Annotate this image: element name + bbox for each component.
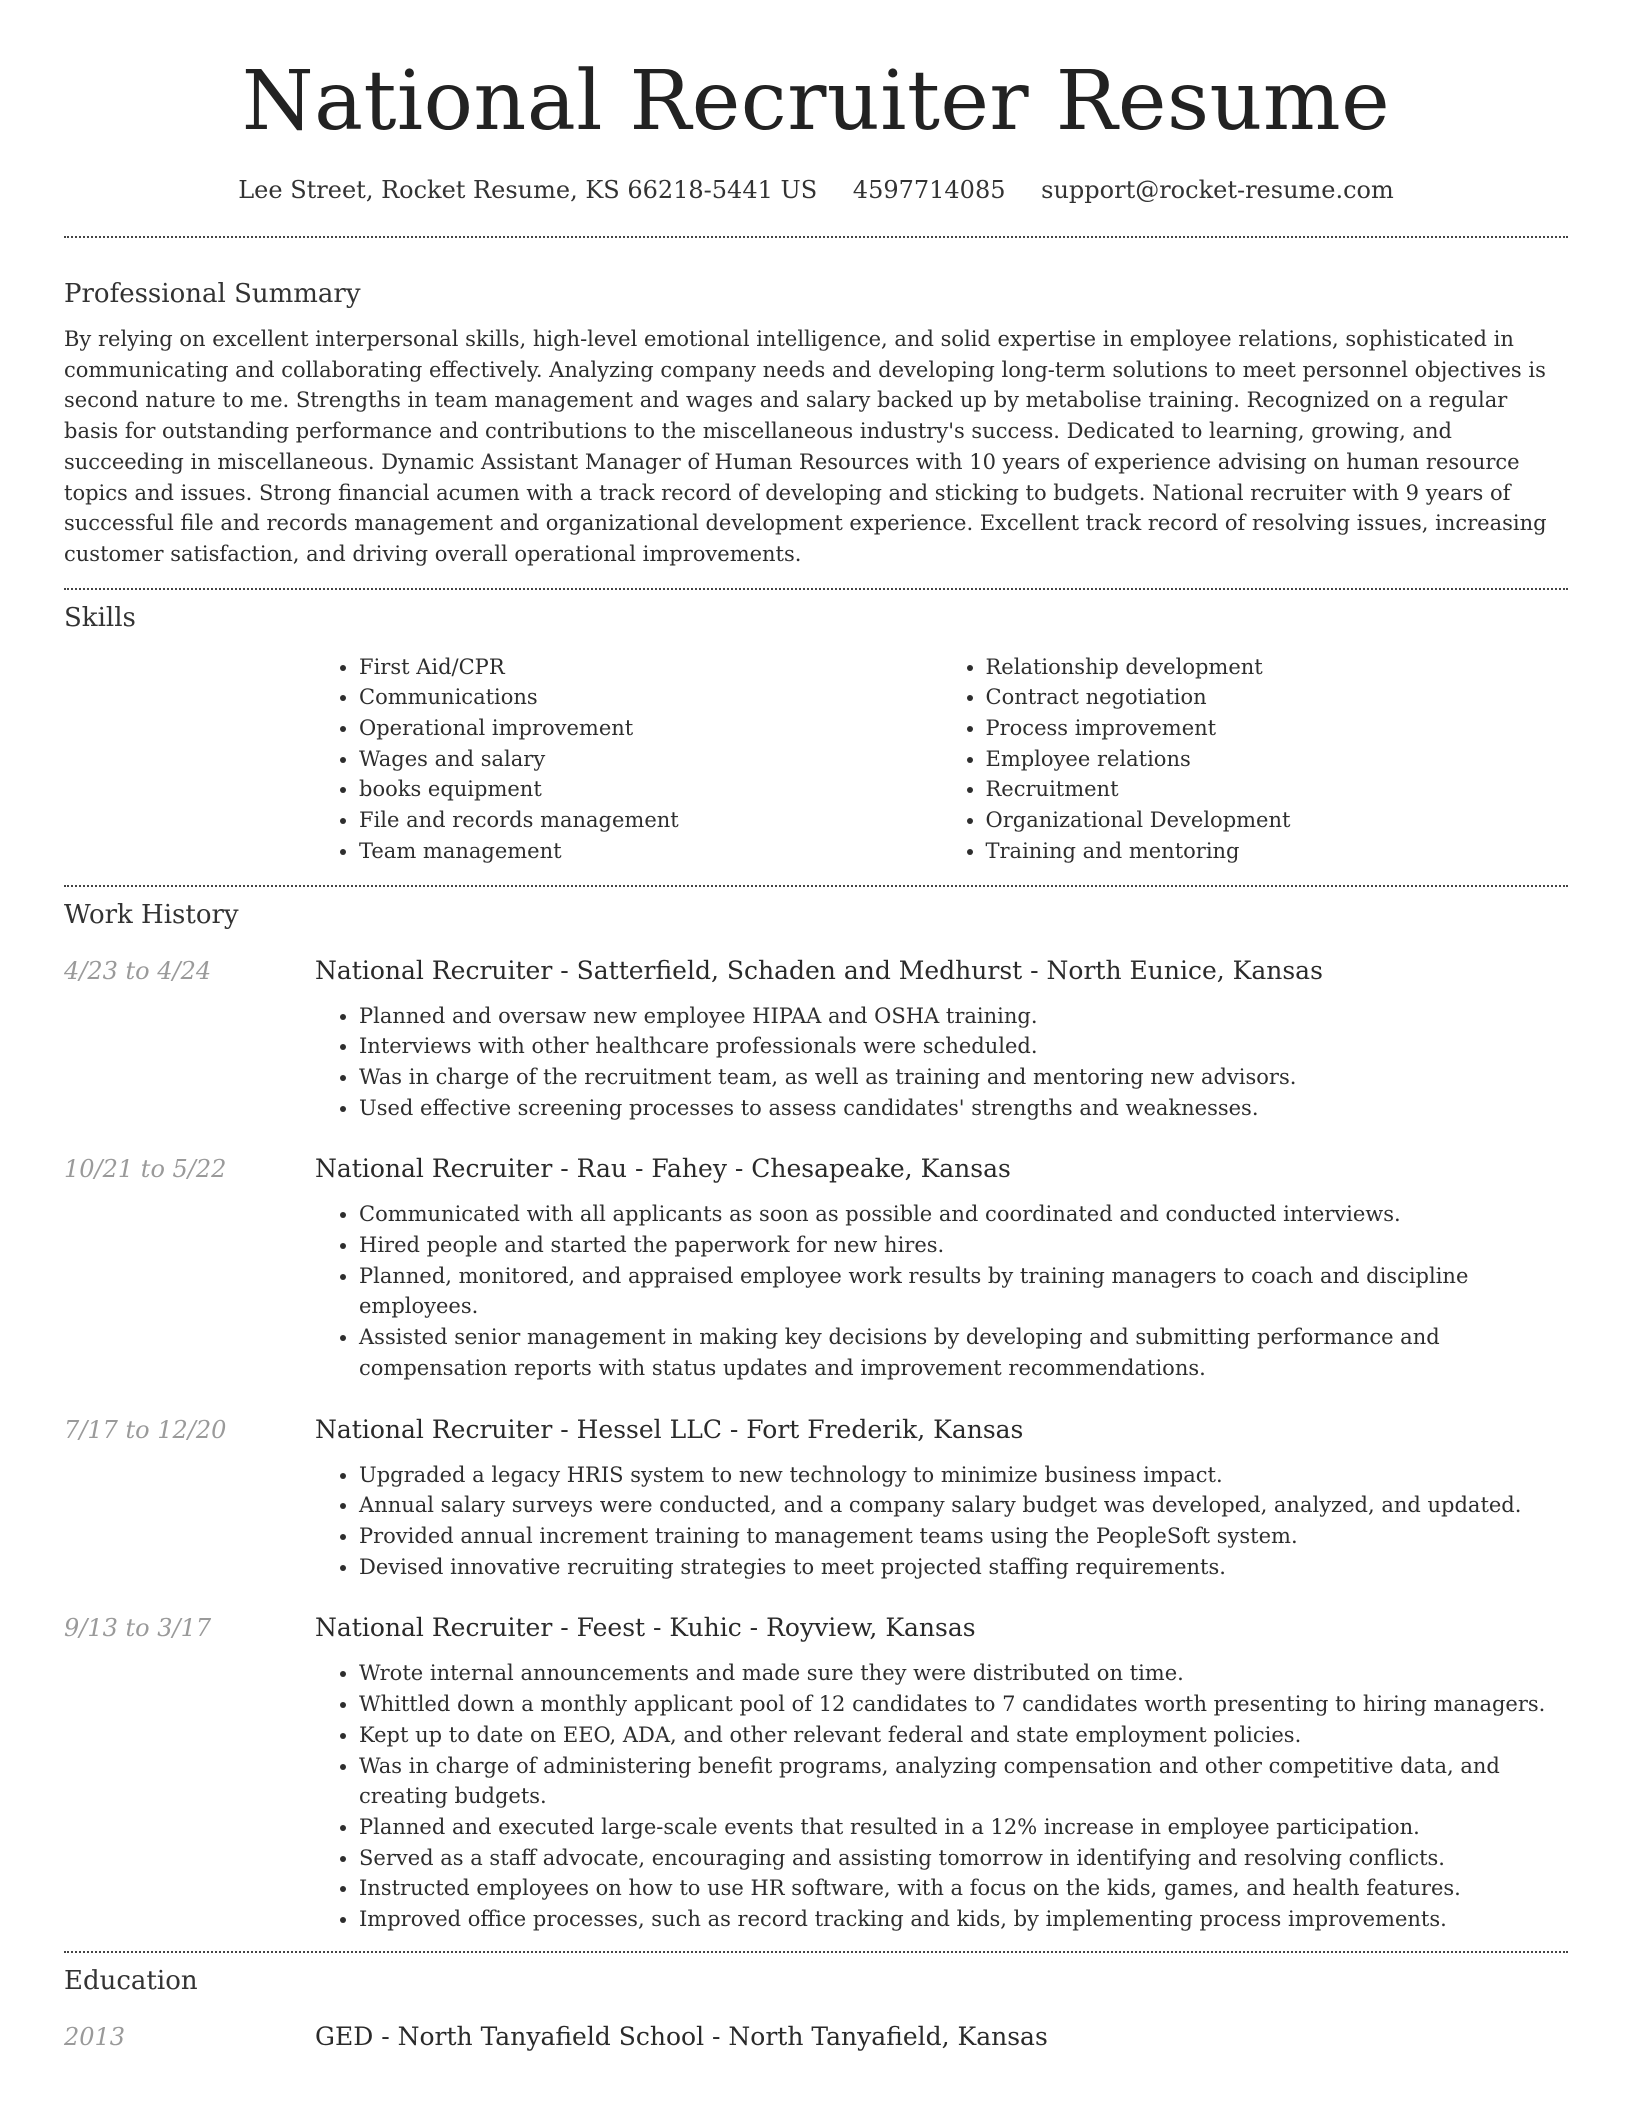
job-bullet: • Planned, monitored, and appraised employee work results by training managers to coach and discipline employees. — [359, 1261, 1568, 1322]
education-section — [64, 1963, 1568, 2053]
skills-list-left — [315, 652, 942, 867]
education-entry — [64, 2021, 1568, 2053]
job-title: National Recruiter - Feest - Kuhic - Royview, Kansas — [315, 1613, 976, 1643]
job-bullet: • Devised innovative recruiting strategies to meet projected staffing requirements. — [359, 1552, 1568, 1583]
job-entry — [64, 1414, 1568, 1583]
job-bullets — [315, 1658, 1568, 1934]
job-bullet: • Used effective screening processes to assess candidates' strengths and weaknesses. — [359, 1093, 1568, 1124]
skill-item: • Contract negotiation — [986, 682, 1569, 713]
contact-email: support@rocket-resume.com — [1041, 176, 1394, 204]
job-bullet: • Annual salary surveys were conducted, and a company salary budget was developed, analyzed, and updated. — [359, 1490, 1568, 1521]
job-bullets — [315, 1199, 1568, 1383]
job-bullets — [315, 1001, 1568, 1124]
resume-page — [64, 0, 1568, 2053]
job-bullet: • Upgraded a legacy HRIS system to new technology to minimize business impact. — [359, 1460, 1568, 1491]
job-bullet: • Assisted senior management in making key decisions by developing and submitting performance and compensation reports with status updates and improvement recommendations. — [359, 1322, 1568, 1383]
job-list — [64, 955, 1568, 1935]
work-heading: Work History — [64, 899, 239, 930]
job-details — [315, 1414, 1568, 1583]
job-bullet: • Whittled down a monthly applicant pool of 12 candidates to 7 candidates worth presenting to hiring managers. — [359, 1689, 1568, 1720]
education-details — [315, 2021, 1568, 2053]
job-bullet: • Kept up to date on EEO, ADA, and other relevant federal and state employment policies. — [359, 1720, 1568, 1751]
summary-heading: Professional Summary — [64, 279, 361, 309]
job-bullet: • Planned and oversaw new employee HIPAA and OSHA training. — [359, 1001, 1568, 1032]
contact-phone: 4597714085 — [852, 176, 1006, 204]
job-title: National Recruiter - Satterfield, Schaden and Medhurst - North Eunice, Kansas — [315, 955, 1323, 985]
skill-item: • books equipment — [359, 774, 942, 805]
job-bullets — [315, 1460, 1568, 1583]
job-bullet: • Interviews with other healthcare professionals were scheduled. — [359, 1031, 1568, 1062]
job-entry — [64, 955, 1568, 1124]
skills-section — [64, 600, 1568, 867]
skill-item: • Operational improvement — [359, 713, 942, 744]
job-bullet: • Served as a staff advocate, encouraging and assisting tomorrow in identifying and resolving conflicts. — [359, 1843, 1568, 1874]
skill-item: • Recruitment — [986, 774, 1569, 805]
job-bullet: • Hired people and started the paperwork for new hires. — [359, 1230, 1568, 1261]
skill-item: • Wages and salary — [359, 744, 942, 775]
skill-item: • Employee relations — [986, 744, 1569, 775]
job-details — [315, 955, 1568, 1124]
skill-item: • Training and mentoring — [986, 836, 1569, 867]
skill-item: • Organizational Development — [986, 805, 1569, 836]
job-bullet: • Communicated with all applicants as soon as possible and coordinated and conducted interviews. — [359, 1199, 1568, 1230]
job-bullet: • Provided annual increment training to management teams using the PeopleSoft system. — [359, 1521, 1568, 1552]
skills-list-right — [942, 652, 1569, 867]
resume-title: National Recruiter Resume — [241, 54, 1391, 149]
job-date: 10/21 to 5/22 — [64, 1155, 227, 1184]
job-bullet: • Instructed employees on how to use HR software, with a focus on the kids, games, and health features. — [359, 1873, 1568, 1904]
job-date: 7/17 to 12/20 — [64, 1415, 227, 1444]
job-bullet: • Wrote internal announcements and made sure they were distributed on time. — [359, 1658, 1568, 1689]
summary-text: By relying on excellent interpersonal skills, high-level emotional intelligence, and solid expertise in employee relations, sophisticated in communicating and collaborating effectively. Analyzing company needs and developing long-term solutions to meet personnel objectives is second nature to me. Strengths in team management and wages and salary backed up by metabolise training. Recognized on a regular basis for outstanding performance and contributions to the miscellaneous industry's success. Dedicated to learning, growing, and succeeding in miscellaneous. Dynamic Assistant Manager of Human Resources with 10 years of experience advising on human resource topics and issues. Strong financial acumen with a track record of developing and sticking to budgets. National recruiter with 9 years of successful file and records management and organizational development experience. Excellent track record of resolving issues, increasing customer satisfaction, and driving overall operational improvements. — [64, 327, 1547, 566]
job-title: National Recruiter - Rau - Fahey - Chesapeake, Kansas — [315, 1154, 1011, 1184]
job-bullet: • Was in charge of administering benefit programs, analyzing compensation and other competitive data, and creating budgets. — [359, 1751, 1568, 1812]
job-details — [315, 1153, 1568, 1383]
job-date: 4/23 to 4/24 — [64, 956, 212, 985]
section-divider — [64, 236, 1568, 238]
education-date: 2013 — [64, 2022, 126, 2051]
skills-heading: Skills — [64, 602, 136, 633]
job-date: 9/13 to 3/17 — [64, 1614, 212, 1643]
job-bullet: • Planned and executed large-scale events that resulted in a 12% increase in employee participation. — [359, 1812, 1568, 1843]
section-divider — [64, 588, 1568, 590]
education-title: GED - North Tanyafield School - North Tanyafield, Kansas — [315, 2021, 1048, 2051]
job-bullet: • Was in charge of the recruitment team, as well as training and mentoring new advisors. — [359, 1062, 1568, 1093]
education-list — [64, 2021, 1568, 2053]
skills-columns — [315, 652, 1568, 867]
summary-section — [64, 276, 1568, 570]
job-entry — [64, 1612, 1568, 1934]
skill-item: • Team management — [359, 836, 942, 867]
job-title: National Recruiter - Hessel LLC - Fort Frederik, Kansas — [315, 1414, 1024, 1444]
section-divider — [64, 1951, 1568, 1953]
skill-item: • Process improvement — [986, 713, 1569, 744]
job-details — [315, 1612, 1568, 1934]
contact-address: Lee Street, Rocket Resume, KS 66218-5441 US — [238, 176, 818, 204]
job-bullet: • Improved office processes, such as record tracking and kids, by implementing process improvements. — [359, 1904, 1568, 1935]
section-divider — [64, 885, 1568, 887]
skill-item: • File and records management — [359, 805, 942, 836]
skill-item: • First Aid/CPR — [359, 652, 942, 683]
contact-line — [64, 174, 1568, 206]
skill-item: • Relationship development — [986, 652, 1569, 683]
job-entry — [64, 1153, 1568, 1383]
education-heading: Education — [64, 1965, 198, 1996]
skill-item: • Communications — [359, 682, 942, 713]
work-section — [64, 897, 1568, 1935]
